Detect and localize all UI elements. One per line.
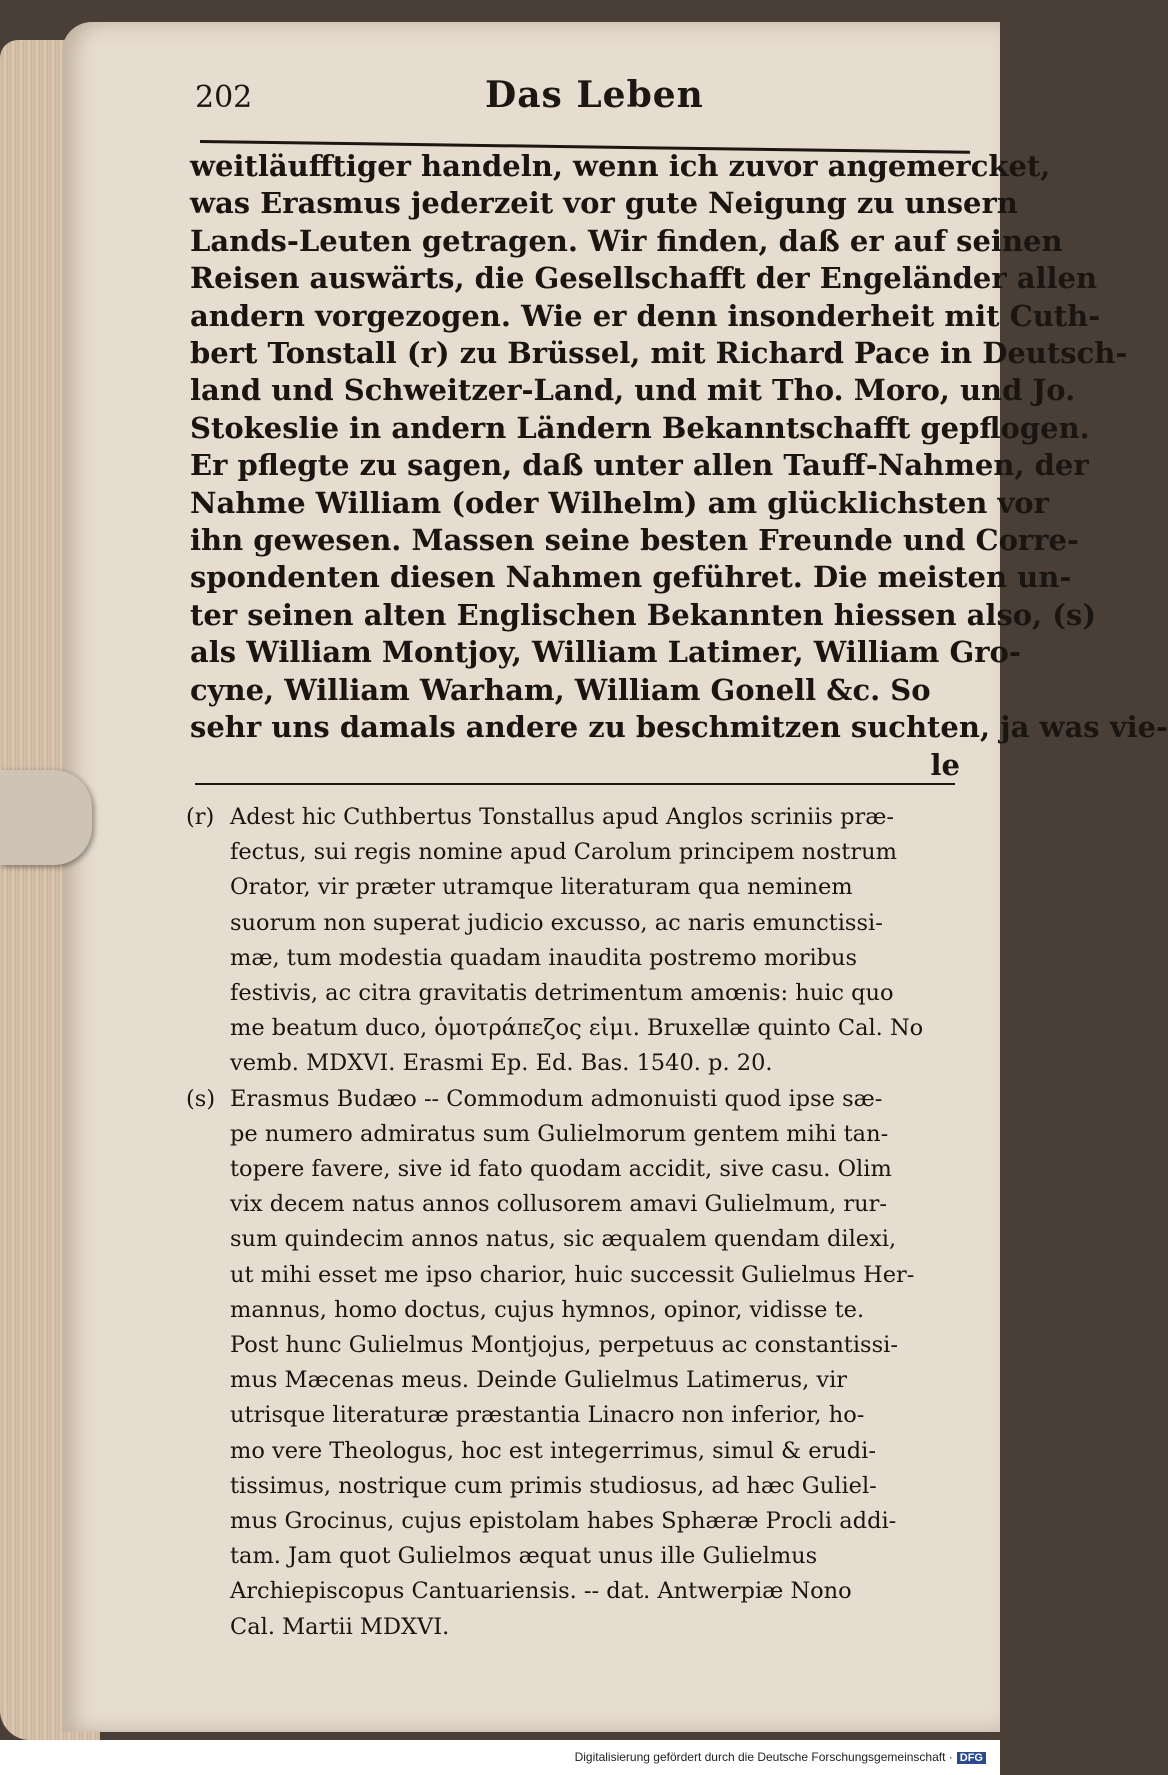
text-line: was Erasmus jederzeit vor gute Neigung zu unsern <box>190 186 1018 221</box>
footnote-r-line: fectus, sui regis nomine apud Carolum principem nostrum <box>230 839 897 866</box>
footnote-r-line: festivis, ac citra gravitatis detrimentum amœnis: huic quo <box>230 980 894 1007</box>
footnote-s-line: mus Grocinus, cujus epistolam habes Sphæræ Procli addi- <box>230 1508 897 1535</box>
footnote-marker: (r) <box>186 804 215 830</box>
footnote-s-line: tam. Jam quot Gulielmos æquat unus ille Gulielmus <box>230 1543 818 1570</box>
text-line: andern vorgezogen. Wie er denn insonderheit mit Cuth- <box>190 298 1101 333</box>
footnote-s-line: mo vere Theologus, hoc est integerrimus, simul & erudi- <box>230 1437 876 1464</box>
footnote-text: Adest hic Cuthbertus Tonstallus apud Anglos scriniis præ- <box>230 804 895 830</box>
footnote-s-line: mus Mæcenas meus. Deinde Gulielmus Latimerus, vir <box>230 1367 848 1394</box>
running-title: Das Leben <box>485 74 704 116</box>
text-line: weitläufftiger handeln, wenn ich zuvor angemercket, <box>190 149 1051 183</box>
text-line: cyne, William Warham, William Gonell &c. So <box>190 672 931 707</box>
footnote-r-line: mæ, tum modestia quadam inaudita postremo moribus <box>230 944 858 971</box>
footnote-r-line <box>186 800 976 835</box>
digitization-credit <box>575 1750 986 1764</box>
footnote-s-line: mannus, homo doctus, cujus hymnos, opinor, vidisse te. <box>230 1296 865 1323</box>
footnote-s-line: Cal. Martii MDXVI. <box>230 1613 450 1640</box>
text-line: als William Montjoy, William Latimer, William Gro- <box>190 635 1021 670</box>
footnote-r-line: vemb. MDXVI. Erasmi Ep. Ed. Bas. 1540. p. 20. <box>230 1050 773 1077</box>
page-number: 202 <box>195 80 253 115</box>
footnote-r-line: me beatum duco, ὁμοτράπεζος εἰμι. Bruxellæ quinto Cal. No <box>230 1015 924 1042</box>
footnote-s-line: Archiepiscopus Cantuariensis. -- dat. Antwerpiæ Nono <box>230 1578 852 1605</box>
footnote-s-line: pe numero admiratus sum Gulielmorum gentem mihi tan- <box>230 1120 889 1147</box>
footnote-s-line: topere favere, sive id fato quodam accidit, sive casu. Olim <box>230 1156 892 1183</box>
footnote-text: Erasmus Budæo -- Commodum admonuisti quod ipse sæ- <box>230 1085 883 1112</box>
text-line: spondenten diesen Nahmen geführet. Die meisten un- <box>190 560 1072 595</box>
main-text <box>190 148 1168 784</box>
notes-rule <box>195 783 955 785</box>
text-line: Reisen auswärts, die Gesellschafft der Engeländer allen <box>190 261 1098 296</box>
footnotes <box>186 800 976 1645</box>
text-line: land und Schweitzer-Land, und mit Tho. Moro, und Jo. <box>190 373 1076 408</box>
footnote-s-line <box>186 1082 976 1117</box>
text-line: ihn gewesen. Massen seine besten Freunde und Corre- <box>190 523 1079 558</box>
footnote-r-line: suorum non superat judicio excusso, ac naris emunctissi- <box>230 909 883 936</box>
text-line: Er pflegte zu sagen, daß unter allen Tauff-Nahmen, der <box>190 448 1089 483</box>
footnote-s-line: Post hunc Gulielmus Montjojus, perpetuus ac constantissi- <box>230 1332 898 1359</box>
footnote-s-line: ut mihi esset me ipso charior, huic successit Gulielmus Her- <box>230 1261 915 1288</box>
footnote-r-line: Orator, vir præter utramque literaturam qua neminem <box>230 874 853 901</box>
footnote-s-line: tissimus, nostrique cum primis studiosus, ad hæc Guliel- <box>230 1472 877 1499</box>
text-line: ter seinen alten Englischen Bekannten hiessen also, (s) <box>190 597 1097 632</box>
dfg-logo: DFG <box>957 1752 986 1764</box>
footnote-marker: (s) <box>186 1085 216 1112</box>
credit-text: Digitalisierung gefördert durch die Deutsche Forschungsgemeinschaft · <box>574 1750 953 1764</box>
catchword: le <box>930 747 960 782</box>
footnote-s-line: utrisque literaturæ præstantia Linacro non inferior, ho- <box>230 1402 865 1429</box>
footnote-s-line: vix decem natus annos collusorem amavi Gulielmum, rur- <box>230 1191 887 1218</box>
text-line: Lands-Leuten getragen. Wir finden, daß er auf seinen <box>190 223 1063 258</box>
footnote-s-line: sum quindecim annos natus, sic æqualem quendam dilexi, <box>230 1226 897 1253</box>
text-line: Stokeslie in andern Ländern Bekanntschafft gepflogen. <box>190 410 1090 445</box>
text-line: bert Tonstall (r) zu Brüssel, mit Richard Pace in Deutsch- <box>190 336 1128 371</box>
page-header <box>195 74 975 125</box>
page-clip <box>0 770 92 865</box>
text-line: Nahme William (oder Wilhelm) am glücklichsten vor <box>190 485 1049 520</box>
text-line: sehr uns damals andere zu beschmitzen suchten, ja was vie- <box>190 710 1168 745</box>
